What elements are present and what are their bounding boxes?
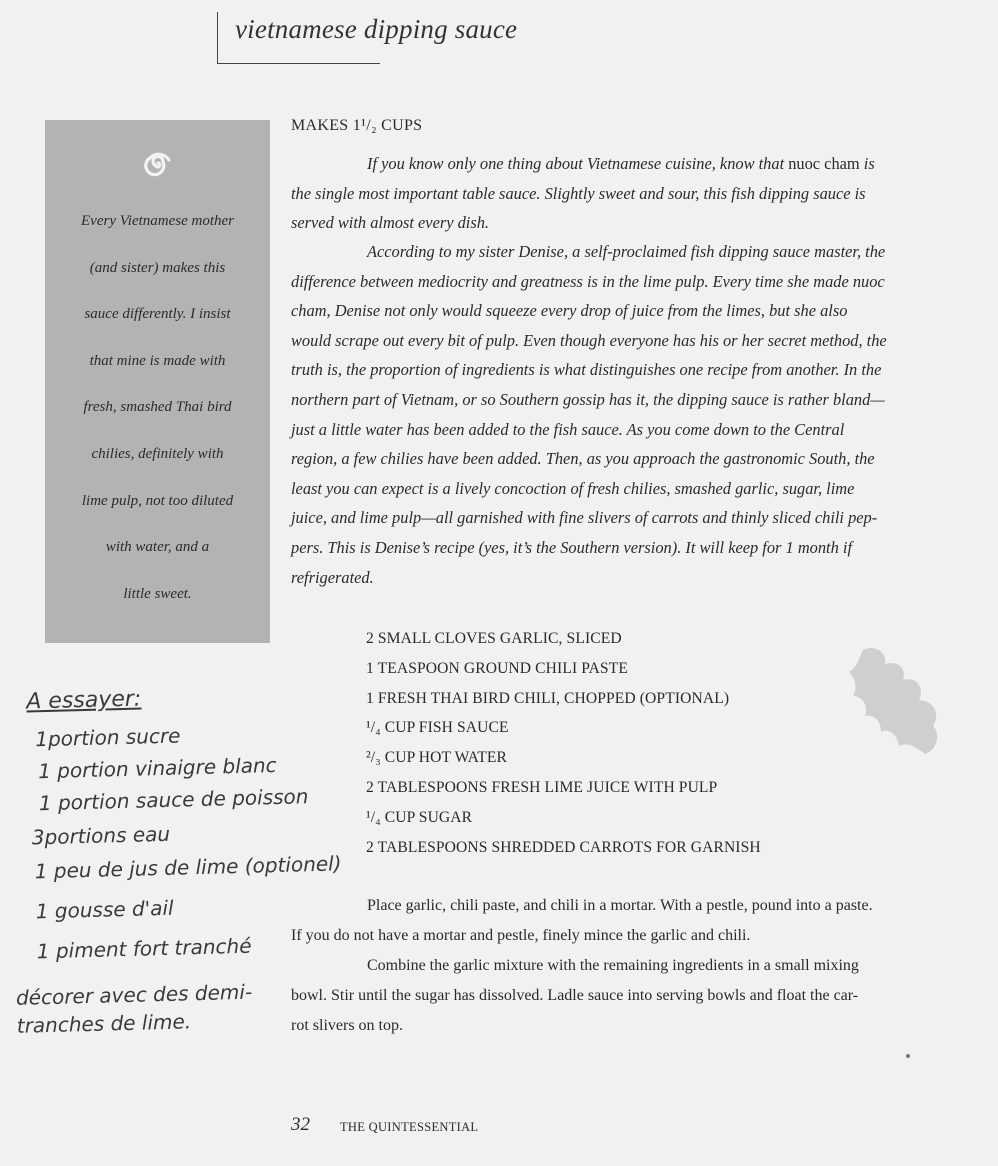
sidebar-line: sauce differently. I insist — [84, 306, 231, 323]
intro-line: cham, Denise not only would squeeze every drop of juice from the limes, but she also — [291, 301, 848, 321]
sidebar-line: fresh, smashed Thai bird — [83, 399, 232, 416]
intro-line: northern part of Vietnam, or so Southern gossip has it, the dipping sauce is rather bland— — [291, 389, 885, 409]
sidebar-line: little sweet. — [123, 585, 192, 602]
ingredient-item: 1 TEASPOON GROUND CHILI PASTE — [366, 659, 628, 677]
ingredient-item: 2 TABLESPOONS SHREDDED CARROTS FOR GARNISH — [366, 838, 761, 856]
intro-line — [291, 149, 991, 179]
method-paragraph-2 — [291, 951, 991, 1040]
intro-line: truth is, the proportion of ingredients is what distinguishes one recipe from another. In the — [291, 360, 882, 380]
intro-paragraph-1 — [291, 149, 991, 238]
sidebar-line: with water, and a — [105, 539, 210, 556]
handwritten-line: 1 peu de jus de lime (optionel) — [34, 851, 342, 884]
page-title: vietnamese dipping sauce — [235, 14, 518, 44]
ingredient-item: ¹/₄ CUP FISH SAUCE — [366, 719, 509, 737]
ingredient-item: 2 TABLESPOONS FRESH LIME JUICE WITH PULP — [366, 778, 718, 796]
spiral-icon — [141, 148, 175, 182]
intro-line: just a little water has been added to the fish sauce. As you come down to the Central — [291, 419, 845, 439]
intro-line: would scrape out every bit of pulp. Even though everyone has his or her secret method, the — [291, 330, 887, 350]
intro-line: refrigerated. — [291, 567, 374, 587]
title-rule-horizontal — [217, 63, 380, 64]
method-line: rot slivers on top. — [291, 1016, 403, 1034]
handwritten-line: 3portions eau — [31, 821, 171, 850]
ingredient-item: ²/₃ CUP HOT WATER — [366, 749, 508, 767]
sidebar-line: lime pulp, not too diluted — [81, 492, 234, 509]
intro-line: pers. This is Denise’s recipe (yes, it’s the Southern version). It will keep for 1 month if — [291, 537, 853, 557]
handwritten-line: 1 piment fort tranché — [36, 933, 252, 964]
leaf-illustration — [845, 642, 945, 762]
ingredient-item: ¹/₄ CUP SUGAR — [366, 808, 473, 826]
intro-line: According to my sister Denise, a self-proclaimed fish dipping sauce master, the — [367, 242, 886, 261]
sidebar-box — [45, 120, 270, 643]
handwritten-line: tranches de lime. — [16, 1009, 192, 1038]
method-line: Place garlic, chili paste, and chili in a mortar. With a pestle, pound into a paste. — [367, 897, 873, 914]
sidebar-quote — [53, 198, 262, 617]
method-line: Combine the garlic mixture with the remaining ingredients in a small mixing — [367, 957, 859, 974]
sidebar-line: chilies, definitely with — [91, 445, 224, 462]
term-nuoc-cham: nuoc cham — [788, 154, 860, 173]
intro-line: difference between mediocrity and greatness is in the lime pulp. Every time she made nuoc — [291, 271, 885, 291]
title-rule-vertical — [217, 12, 218, 64]
ingredient-item: 2 SMALL CLOVES GARLIC, SLICED — [366, 630, 622, 647]
page-number: 32 — [291, 1114, 310, 1135]
ingredient-list — [366, 624, 761, 862]
intro-paragraph-2 — [291, 237, 991, 592]
handwritten-line: 1 portion vinaigre blanc — [37, 752, 277, 784]
sidebar-line: Every Vietnamese mother — [81, 213, 234, 229]
intro-line: the single most important table sauce. Slightly sweet and sour, this fish dipping sauce is — [291, 183, 866, 203]
ingredient-item: 1 FRESH THAI BIRD CHILI, CHOPPED (OPTIONAL) — [366, 689, 730, 707]
method-line: If you do not have a mortar and pestle, finely mince the garlic and chili. — [291, 926, 751, 944]
intro-line: juice, and lime pulp—all garnished with fine slivers of carrots and thinly sliced chili pep- — [291, 508, 878, 528]
handwritten-line: 1 portion sauce de poisson — [38, 784, 309, 816]
running-footer-title: THE QUINTESSENTIAL — [340, 1120, 479, 1134]
handwritten-line: 1portion sucre — [34, 723, 181, 752]
intro-line: served with almost every dish. — [291, 213, 490, 233]
handwritten-line: décorer avec des demi- — [15, 979, 253, 1010]
method-line: bowl. Stir until the sugar has dissolved. Ladle sauce into serving bowls and float the car- — [291, 986, 859, 1004]
sidebar-line: (and sister) makes this — [89, 259, 226, 276]
scan-speck — [906, 1054, 910, 1058]
sidebar-line: that mine is made with — [89, 352, 226, 369]
handwritten-heading: A essayer: — [25, 686, 142, 715]
yield-text: MAKES 1¹/₂ CUPS — [291, 117, 423, 134]
handwritten-line: 1 gousse d'ail — [35, 895, 174, 924]
intro-line: least you can expect is a lively concoction of fresh chilies, smashed garlic, sugar, lime — [291, 478, 855, 498]
intro-text: is — [859, 154, 875, 173]
method-paragraph-1 — [291, 891, 991, 951]
intro-line: region, a few chilies have been added. Then, as you approach the gastronomic South, the — [291, 449, 875, 469]
intro-text: If you know only one thing about Vietnamese cuisine, know that — [367, 154, 789, 173]
